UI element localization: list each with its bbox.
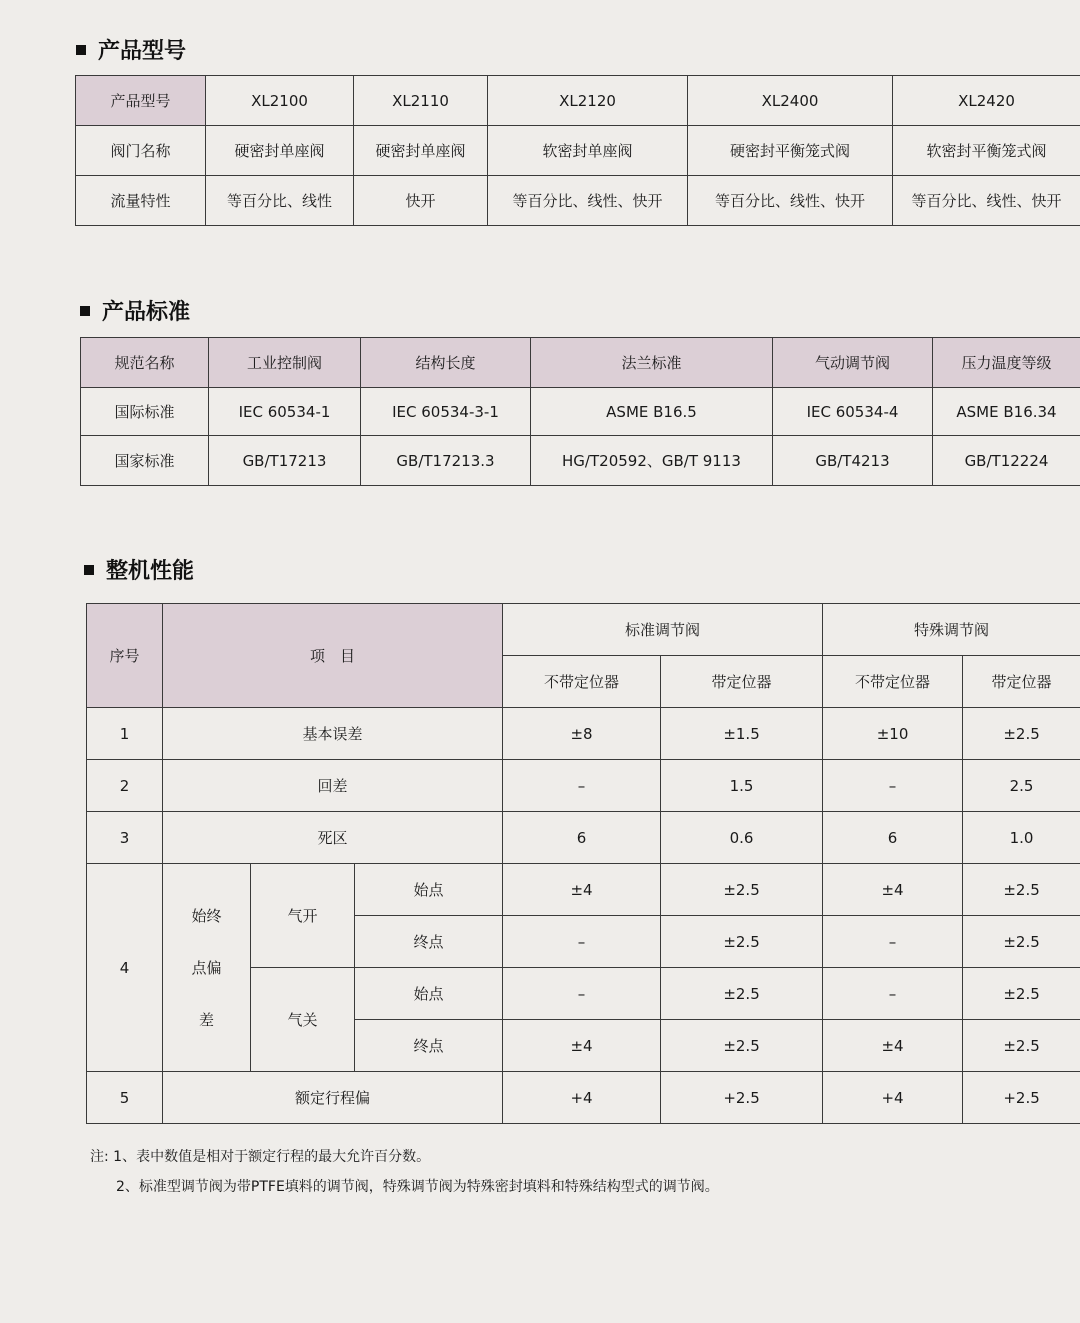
table-cell: 气动调节阀 — [773, 338, 933, 388]
point-label: 终点 — [355, 1020, 503, 1072]
table-cell: – — [823, 968, 963, 1020]
table-row — [76, 76, 1080, 126]
table-cell: +4 — [503, 1072, 661, 1124]
row-item: 额定行程偏 — [163, 1072, 503, 1124]
table-cell: GB/T4213 — [773, 436, 933, 486]
table-cell: XL2400 — [688, 76, 893, 126]
table-cell: 阀门名称 — [76, 126, 206, 176]
table-cell: 快开 — [354, 176, 488, 226]
table-cell: ±2.5 — [661, 864, 823, 916]
table-cell: ±2.5 — [661, 1020, 823, 1072]
table-cell: ±2.5 — [963, 916, 1080, 968]
table-cell: ±8 — [503, 708, 661, 760]
point-label: 始点 — [355, 968, 503, 1020]
table-cell: 等百分比、线性、快开 — [488, 176, 688, 226]
table-cell: ±2.5 — [963, 968, 1080, 1020]
table-cell: 软密封单座阀 — [488, 126, 688, 176]
note-line: 注: 1、表中数值是相对于额定行程的最大允许百分数。 — [90, 1149, 431, 1165]
table-row — [76, 176, 1080, 226]
table-cell: – — [823, 760, 963, 812]
row-no: 5 — [87, 1072, 163, 1124]
table-cell: ±2.5 — [963, 1020, 1080, 1072]
row4-group-text: 差 — [198, 1010, 214, 1029]
table-cell: ±1.5 — [661, 708, 823, 760]
table-cell: ±2.5 — [963, 708, 1080, 760]
table-row — [76, 126, 1080, 176]
row-item: 基本误差 — [163, 708, 503, 760]
header-with-positioner: 带定位器 — [963, 656, 1080, 708]
table-cell: 0.6 — [661, 812, 823, 864]
row-no: 1 — [87, 708, 163, 760]
header-no: 序号 — [87, 604, 163, 708]
table-cell: 6 — [503, 812, 661, 864]
table-cell: – — [823, 916, 963, 968]
table-cell: IEC 60534-3-1 — [361, 388, 531, 436]
table-cell: XL2420 — [893, 76, 1080, 126]
row-no: 2 — [87, 760, 163, 812]
table-cell: 法兰标准 — [531, 338, 773, 388]
table-cell: – — [503, 916, 661, 968]
row4-group-label — [163, 864, 251, 1072]
table-cell: 等百分比、线性 — [206, 176, 354, 226]
table-cell: 硬密封单座阀 — [206, 126, 354, 176]
table-cell: HG/T20592、GB/T 9113 — [531, 436, 773, 486]
table-cell: IEC 60534-1 — [209, 388, 361, 436]
table-cell: ±4 — [823, 864, 963, 916]
table-cell: 等百分比、线性、快开 — [893, 176, 1080, 226]
models-table — [75, 75, 1080, 226]
square-bullet-icon — [84, 565, 94, 575]
table-cell: ±4 — [503, 864, 661, 916]
table-row — [81, 338, 1080, 388]
header-without-positioner: 不带定位器 — [503, 656, 661, 708]
header-item: 项 目 — [163, 604, 503, 708]
standards-table — [80, 337, 1080, 486]
table-row — [87, 1072, 1080, 1124]
header-with-positioner: 带定位器 — [661, 656, 823, 708]
table-row — [81, 388, 1080, 436]
table-cell: 2.5 — [963, 760, 1080, 812]
header-special-valve: 特殊调节阀 — [823, 604, 1080, 656]
table-cell: GB/T12224 — [933, 436, 1080, 486]
table-cell: +4 — [823, 1072, 963, 1124]
square-bullet-icon — [76, 45, 86, 55]
row-no: 4 — [87, 864, 163, 1072]
section-title-text: 产品标准 — [102, 300, 191, 325]
row-item: 回差 — [163, 760, 503, 812]
table-cell: 软密封平衡笼式阀 — [893, 126, 1080, 176]
table-cell: 硬密封单座阀 — [354, 126, 488, 176]
table-row — [87, 760, 1080, 812]
section-title-models — [76, 34, 186, 65]
table-cell: 压力温度等级 — [933, 338, 1080, 388]
table-cell: IEC 60534-4 — [773, 388, 933, 436]
table-cell: 硬密封平衡笼式阀 — [688, 126, 893, 176]
row4-group-text: 点偏 — [191, 958, 222, 977]
table-cell: GB/T17213.3 — [361, 436, 531, 486]
performance-table — [86, 603, 1080, 1124]
section-title-performance — [84, 554, 194, 585]
row-no: 3 — [87, 812, 163, 864]
air-open-label: 气开 — [251, 864, 355, 968]
row4-group-text: 始终 — [191, 906, 222, 925]
table-cell: ASME B16.5 — [531, 388, 773, 436]
header-standard-valve: 标准调节阀 — [503, 604, 823, 656]
table-cell: ±4 — [503, 1020, 661, 1072]
table-cell: 1.0 — [963, 812, 1080, 864]
section-title-text: 产品型号 — [98, 39, 187, 64]
table-cell: +2.5 — [661, 1072, 823, 1124]
header-without-positioner: 不带定位器 — [823, 656, 963, 708]
table-cell: XL2110 — [354, 76, 488, 126]
table-cell: ±2.5 — [661, 916, 823, 968]
air-close-label: 气关 — [251, 968, 355, 1072]
table-cell: ASME B16.34 — [933, 388, 1080, 436]
table-cell: ±4 — [823, 1020, 963, 1072]
section-title-text: 整机性能 — [106, 559, 195, 584]
section-title-standards — [80, 295, 190, 326]
square-bullet-icon — [80, 306, 90, 316]
table-row — [81, 436, 1080, 486]
table-cell: ±2.5 — [661, 968, 823, 1020]
table-row — [87, 708, 1080, 760]
table-cell: ±10 — [823, 708, 963, 760]
table-cell: GB/T17213 — [209, 436, 361, 486]
table-cell: 流量特性 — [76, 176, 206, 226]
row-item: 死区 — [163, 812, 503, 864]
table-cell: ±2.5 — [963, 864, 1080, 916]
note-line: 2、标准型调节阀为带PTFE填料的调节阀，特殊调节阀为特殊密封填料和特殊结构型式的调节阀。 — [116, 1179, 719, 1195]
table-cell: 规范名称 — [81, 338, 209, 388]
point-label: 始点 — [355, 864, 503, 916]
table-cell: 工业控制阀 — [209, 338, 361, 388]
table-cell: 6 — [823, 812, 963, 864]
table-cell: 1.5 — [661, 760, 823, 812]
table-cell: – — [503, 968, 661, 1020]
table-row — [87, 812, 1080, 864]
notes — [90, 1142, 1050, 1202]
table-cell: 国家标准 — [81, 436, 209, 486]
table-cell: 产品型号 — [76, 76, 206, 126]
table-cell: 结构长度 — [361, 338, 531, 388]
table-cell: +2.5 — [963, 1072, 1080, 1124]
table-cell: XL2100 — [206, 76, 354, 126]
table-row — [87, 864, 1080, 916]
table-row — [87, 604, 1080, 656]
table-cell: 国际标准 — [81, 388, 209, 436]
table-cell: XL2120 — [488, 76, 688, 126]
table-cell: 等百分比、线性、快开 — [688, 176, 893, 226]
table-cell: – — [503, 760, 661, 812]
point-label: 终点 — [355, 916, 503, 968]
